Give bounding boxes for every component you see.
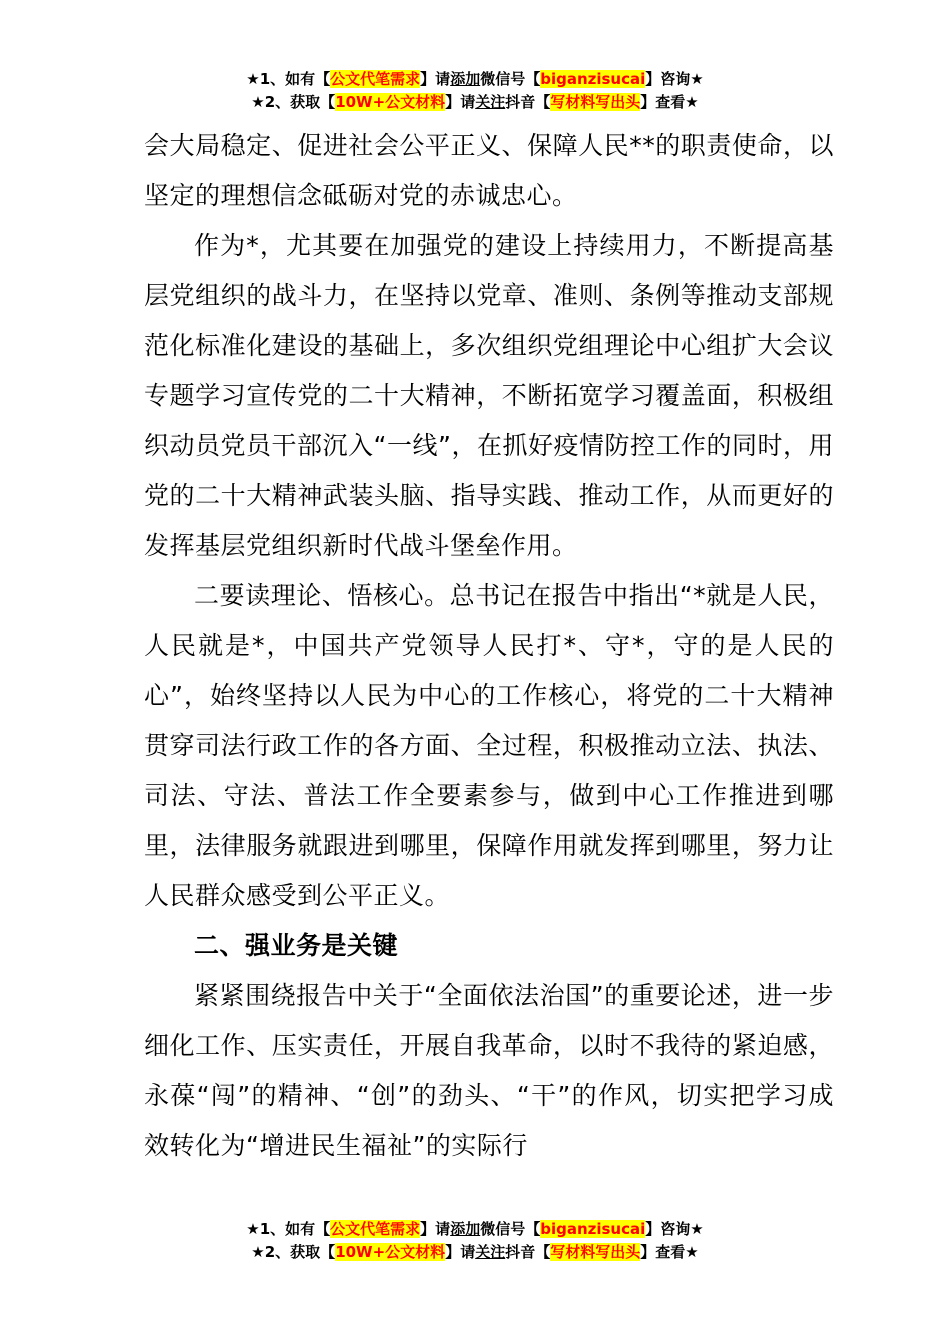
banner-text: ★1、如有【 [246, 1220, 331, 1238]
underlined-text: 添加 [450, 1220, 481, 1238]
banner-text: 】请 [445, 1243, 476, 1261]
banner-line-2 [0, 91, 950, 114]
banner-text: ★2、获取【 [251, 93, 336, 111]
document-body [144, 121, 834, 1171]
banner-text: 抖音【 [505, 1243, 551, 1261]
banner-text: 微信号【 [480, 70, 541, 88]
banner-text: 】查看★ [640, 93, 699, 111]
banner-text: 】咨询★ [645, 1220, 704, 1238]
paragraph-party-building: 作为*，尤其要在加强党的建设上持续用力，不断提高基层党组织的战斗力，在坚持以党章、准则、条例等推动支部规范化标准化建设的基础上，多次组织党组理论中心组扩大会议专题学习宣传党的二十大精神，不断拓宽学习覆盖面，积极组织动员党员干部沉入“一线”，在抓好疫情防控工作的同时，用党的二十大精神武装头脑、指导实践、推动工作，从而更好的发挥基层党组织新时代战斗堡垒作用。 [144, 231, 834, 560]
underlined-text: 关注 [475, 1243, 506, 1261]
paragraph-continued: 会大局稳定、促进社会公平正义、保障人民**的职责使命，以坚定的理想信念砥砺对党的赤诚忠心。 [144, 131, 834, 210]
highlight-materials: 10W+公文材料 [335, 93, 446, 111]
highlight-wechat-id: biganzisucai [540, 1220, 646, 1238]
banner-line-1 [0, 68, 950, 91]
banner-line-2 [0, 1241, 950, 1264]
banner-text: 抖音【 [505, 93, 551, 111]
underlined-text: 关注 [475, 93, 506, 111]
underlined-text: 添加 [450, 70, 481, 88]
highlight-douyin: 写材料写出头 [550, 1243, 641, 1261]
highlight-materials: 10W+公文材料 [335, 1243, 446, 1261]
section-heading: 二、强业务是关键 [194, 931, 399, 960]
banner-text: 】查看★ [640, 1243, 699, 1261]
banner-text: 】请 [420, 1220, 451, 1238]
highlight-service: 公文代笔需求 [330, 70, 421, 88]
highlight-wechat-id: biganzisucai [540, 70, 646, 88]
footer-banner [0, 1218, 950, 1264]
highlight-service: 公文代笔需求 [330, 1220, 421, 1238]
banner-text: ★2、获取【 [251, 1243, 336, 1261]
highlight-douyin: 写材料写出头 [550, 93, 641, 111]
banner-text: ★1、如有【 [246, 70, 331, 88]
banner-text: 】咨询★ [645, 70, 704, 88]
banner-text: 】请 [445, 93, 476, 111]
banner-text: 微信号【 [480, 1220, 541, 1238]
paragraph-business: 紧紧围绕报告中关于“全面依法治国”的重要论述，进一步细化工作、压实责任，开展自我革命，以时不我待的紧迫感，永葆“闯”的精神、“创”的劲头、“干”的作风，切实把学习成效转化为“增进民生福祉”的实际行 [144, 981, 834, 1160]
banner-text: 】请 [420, 70, 451, 88]
paragraph-theory: 二要读理论、悟核心。总书记在报告中指出“*就是人民，人民就是*，中国共产党领导人民打*、守*，守的是人民的心”，始终坚持以人民为中心的工作核心，将党的二十大精神贯穿司法行政工作的各方面、全过程，积极推动立法、执法、司法、守法、普法工作全要素参与，做到中心工作推进到哪里，法律服务就跟进到哪里，保障作用就发挥到哪里，努力让人民群众感受到公平正义。 [144, 581, 834, 910]
header-banner [0, 68, 950, 114]
banner-line-1 [0, 1218, 950, 1241]
